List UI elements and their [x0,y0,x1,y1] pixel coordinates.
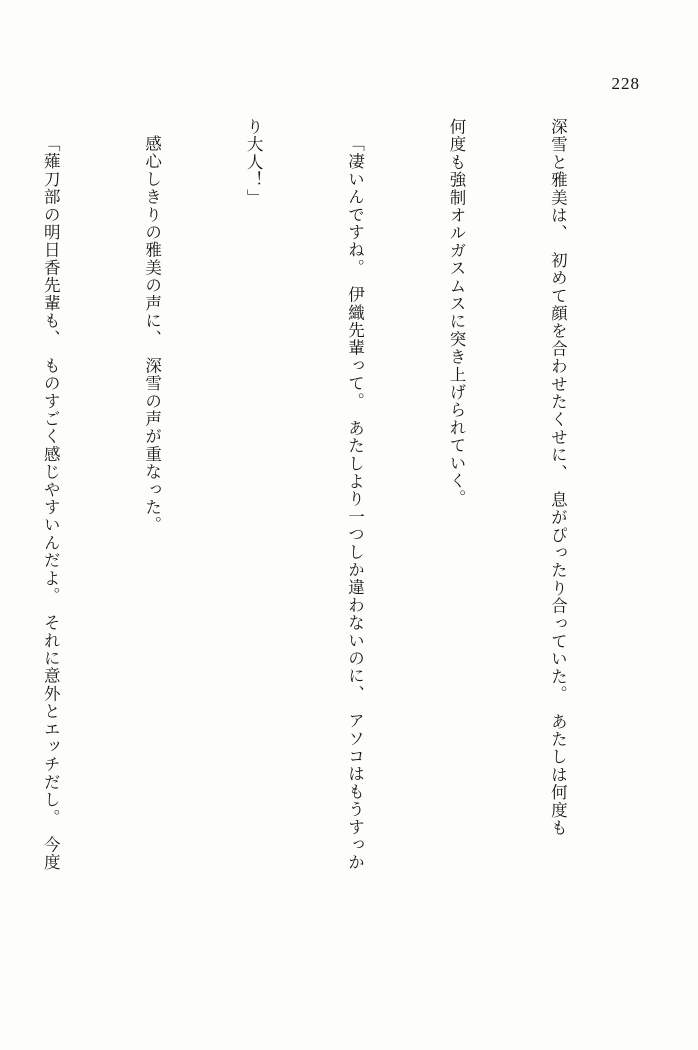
paragraph: り大人！」 [244,118,264,207]
paragraph: 「薙刀部の明日香先輩も、 ものすごく感じやすいんだよ。 それに意外とエッチだし。 今度 [41,134,61,871]
paragraph: 何度も強制オルガスムスに突き上げられていく。 [446,118,466,508]
paragraph: 「凄いんですね。 伊織先輩って。 あたしより一つしか違わないのに、 アソコはもうすっか [345,134,365,871]
paragraph: 感心しきりの雅美の声に、 深雪の声が重なった。 [142,134,162,534]
paragraph: 深雪と雅美は、 初めて顔を合わせたくせに、 息がぴったり合っていた。 あたしは何度も [548,118,568,837]
page-body-text [41,118,642,1013]
page-number: 228 [611,74,640,93]
